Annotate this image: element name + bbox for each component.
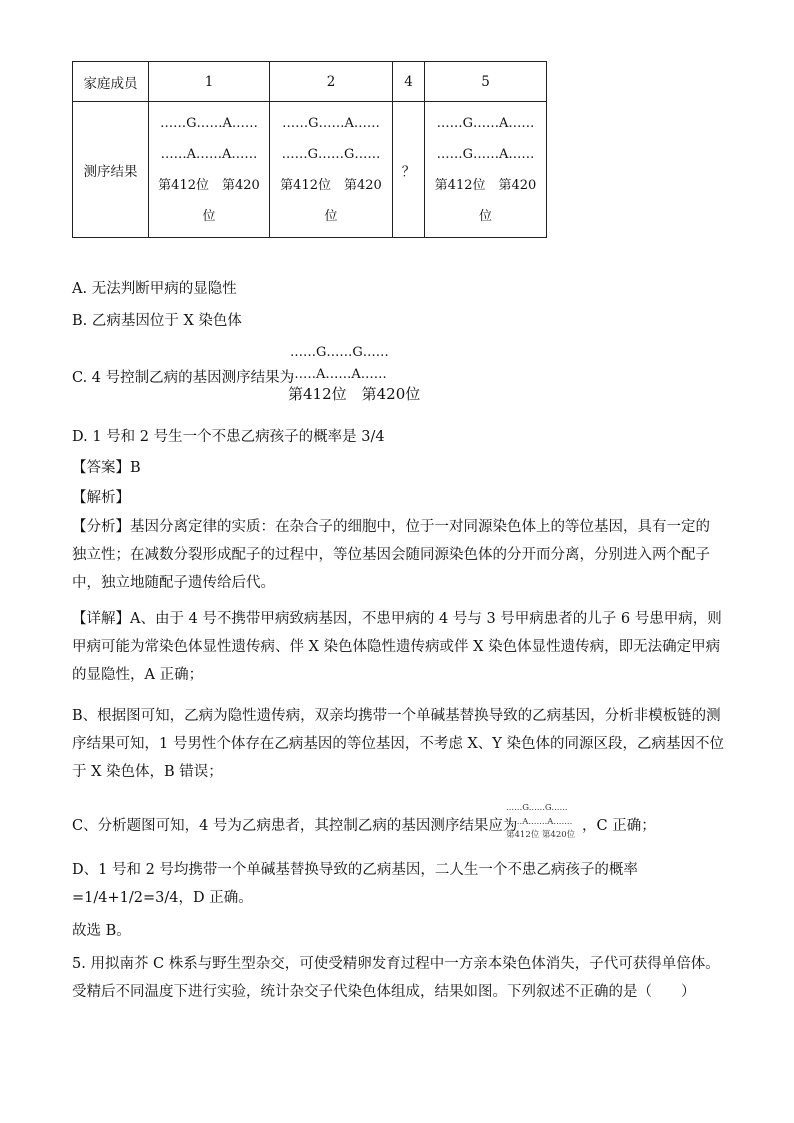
option-b: B. 乙病基因位于 X 染色体 <box>72 313 242 329</box>
sequence-line: ……G……A…… <box>282 115 380 131</box>
sequence-line: ......G......G...... <box>506 803 568 813</box>
detail-a-paragraph <box>72 605 724 689</box>
sequence-line: ……A……A…… <box>160 146 258 162</box>
sequence-line: ……A……A…… <box>290 367 387 382</box>
sequence-line: ……G……G…… <box>281 146 381 162</box>
option-c: C. 4 号控制乙病的基因测序结果为 <box>72 370 295 386</box>
detail-c-text: C、分析题图可知，4 号为乙病患者，其控制乙病的基因测序结果应为 <box>72 818 518 834</box>
table-cell-member-2 <box>270 102 393 238</box>
sequence-line: ……G……A…… <box>436 115 535 131</box>
table-header-cell: 1 <box>149 62 270 102</box>
answer-label: 【答案】B <box>72 460 141 476</box>
detail-b-paragraph <box>72 702 724 786</box>
option-d: D. 1 号和 2 号生一个不患乙病孩子的概率是 3/4 <box>72 429 385 445</box>
detail-b-text: B、根据图可知，乙病为隐性遗传病，双亲均携带一个单碱基替换导致的乙病基因，分析非模板链的测序结果可知，1 号男性个体存在乙病基因的等位基因，不考虑 X、Y 染色体的同源区段，乙病基因不位于 X 染色体，B 错误； <box>72 708 724 780</box>
question-5-paragraph <box>72 950 724 1006</box>
sequencing-table <box>72 61 547 238</box>
detail-d-paragraph <box>72 856 724 912</box>
sequence-line: ……G……A…… <box>160 115 258 131</box>
table-header-cell: 4 <box>393 62 425 102</box>
table-header-cell: 5 <box>425 62 547 102</box>
detail-c-figure <box>506 803 575 840</box>
table-header-cell: 2 <box>270 62 393 102</box>
table-header-cell: 家庭成员 <box>73 62 149 102</box>
position-label: 第412位 第420位 <box>288 385 421 403</box>
position-label: 第412位 第420位 <box>506 830 576 840</box>
position-label-tail: 位 <box>202 208 216 224</box>
option-a: A. 无法判断甲病的显隐性 <box>72 281 237 297</box>
position-label: 第412位 第420 <box>434 177 537 193</box>
position-label-tail: 位 <box>324 208 338 224</box>
detail-a-text: 【详解】A、由于 4 号不携带甲病致病基因，不患甲病的 4 号与 3 号甲病患者的儿子 6 号患甲病，则甲病可能为常染色体显性遗传病、伴 X 染色体隐性遗传病或伴 X 染色体显性遗传病，即无法确定甲病的显隐性，A 正确； <box>72 611 722 683</box>
detail-d-text: D、1 号和 2 号均携带一个单碱基替换导致的乙病基因，二人生一个不患乙病孩子的概率=1/4+1/2=3/4，D 正确。 <box>72 862 638 906</box>
sequence-line: ……G……A…… <box>436 146 535 162</box>
position-label: 第412位 第420 <box>280 177 382 193</box>
analysis-text: 【分析】基因分离定律的实质：在杂合子的细胞中，位于一对同源染色体上的等位基因，具有一定的独立性；在减数分裂形成配子的过程中，等位基因会随同源染色体的分开而分离，分别进入两个配子中，独立地随配子遗传给后代。 <box>72 519 710 591</box>
position-label: 第412位 第420 <box>158 177 260 193</box>
option-c-figure <box>288 346 420 403</box>
detail-c-tail: ，C 正确； <box>582 818 656 834</box>
conclusion: 故选 B。 <box>72 923 131 939</box>
sequence-line: ......A.......A....... <box>506 817 573 827</box>
table-row-label: 测序结果 <box>73 102 149 238</box>
table-cell-member-5 <box>425 102 547 238</box>
analysis-paragraph <box>72 513 724 597</box>
sequence-line: ……G……G…… <box>290 345 389 360</box>
table-cell-member-4: ？ <box>393 102 425 238</box>
analysis-title: 【解析】 <box>72 490 130 506</box>
question-5-text: 5. 用拟南芥 C 株系与野生型杂交，可使受精卵发育过程中一方亲本染色体消失，子代可获得单倍体。受精后不同温度下进行实验，统计杂交子代染色体组成，结果如图。下列叙述不正确的是（ ） <box>72 956 720 1000</box>
table-cell-member-1 <box>149 102 270 238</box>
position-label-tail: 位 <box>478 208 492 224</box>
